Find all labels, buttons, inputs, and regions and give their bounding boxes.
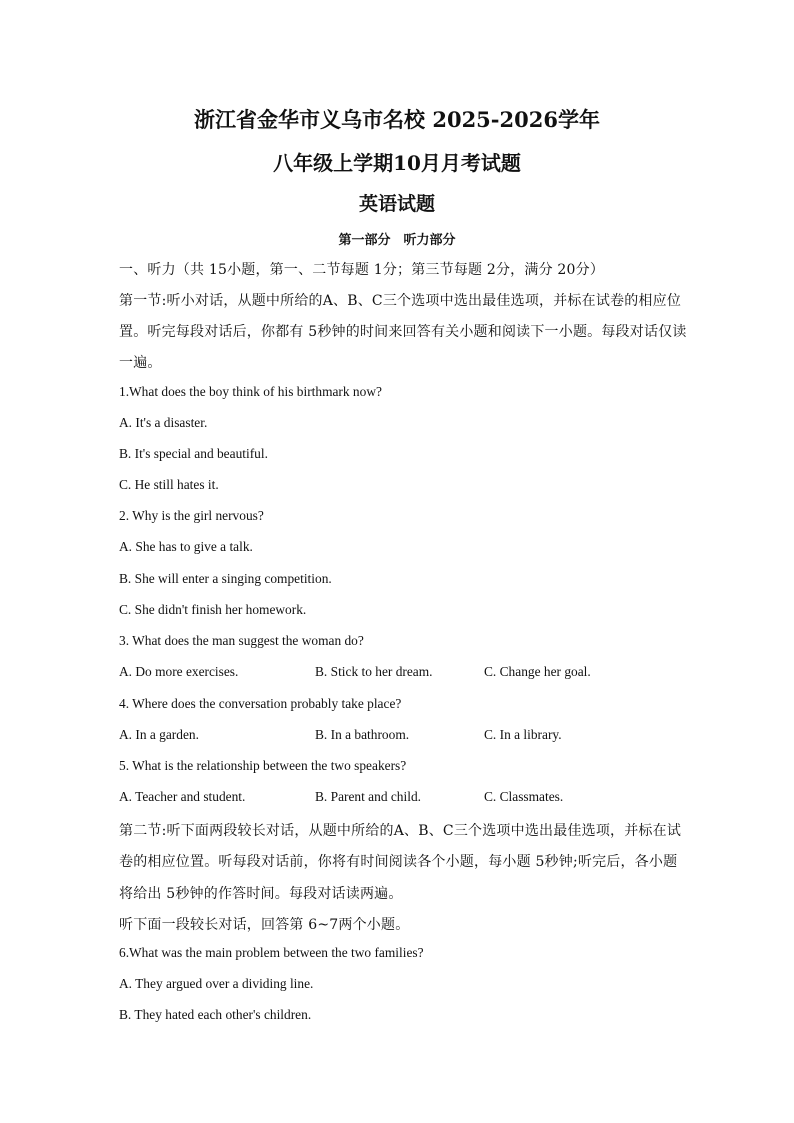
dialog-intro: 听下面一段较长对话，回答第 6~7两个小题。 xyxy=(119,917,410,933)
question-stem: 4. Where does the conversation probably take place? xyxy=(119,696,402,711)
option-b: B. Stick to her dream. xyxy=(315,664,433,679)
option-c: C. In a library. xyxy=(484,727,562,742)
section1-text-line: 置。听完每段对话后，你都有 5秒钟的时间来回答有关小题和阅读下一小题。每段对话仅读 xyxy=(119,324,687,340)
listening-instruction: 一、听力（共 15小题，第一、二节每题 1分；第三节每题 2分，满分 20分） xyxy=(119,262,605,278)
question-stem: 2. Why is the girl nervous? xyxy=(119,508,264,523)
option-a: A. It's a disaster. xyxy=(119,415,208,430)
part-heading: 第一部分 听力部分 xyxy=(338,233,456,248)
option-b: B. They hated each other's children. xyxy=(119,1007,312,1022)
exam-title-line2: 八年级上学期10月月考试题 xyxy=(273,151,521,175)
option-a: A. She has to give a talk. xyxy=(119,539,253,554)
question-stem: 5. What is the relationship between the two speakers? xyxy=(119,758,407,773)
option-b: B. In a bathroom. xyxy=(315,727,410,742)
option-c: C. She didn't finish her homework. xyxy=(119,602,307,617)
section2-text-line: 第二节:听下面两段较长对话，从题中所给的A、B、C三个选项中选出最佳选项，并标在试 xyxy=(119,823,682,839)
section2-text-line: 将给出 5秒钟的作答时间。每段对话读两遍。 xyxy=(119,886,403,902)
exam-subject-title: 英语试题 xyxy=(358,193,435,215)
question-stem: 6.What was the main problem between the two families? xyxy=(119,945,424,960)
question-stem: 3. What does the man suggest the woman do? xyxy=(119,633,364,648)
option-a: A. Do more exercises. xyxy=(119,664,239,679)
option-c: C. Change her goal. xyxy=(484,664,591,679)
option-b: B. She will enter a singing competition. xyxy=(119,571,332,586)
exam-title-line1: 浙江省金华市义乌市名校 2025-2026学年 xyxy=(194,107,600,132)
option-a: A. Teacher and student. xyxy=(119,789,246,804)
option-c: C. He still hates it. xyxy=(119,477,219,492)
option-a: A. They argued over a dividing line. xyxy=(119,976,314,991)
section2-text-line: 卷的相应位置。听每段对话前，你将有时间阅读各个小题，每小题 5秒钟;听完后，各小题 xyxy=(119,854,678,870)
section1-text-line: 一遍。 xyxy=(119,355,162,371)
section1-text-line: 第一节:听小对话，从题中所给的A、B、C三个选项中选出最佳选项，并标在试卷的相应位 xyxy=(119,293,682,309)
option-b: B. It's special and beautiful. xyxy=(119,446,268,461)
option-b: B. Parent and child. xyxy=(315,789,421,804)
option-a: A. In a garden. xyxy=(119,727,199,742)
question-stem: 1.What does the boy think of his birthmark now? xyxy=(119,384,382,399)
option-c: C. Classmates. xyxy=(484,789,564,804)
